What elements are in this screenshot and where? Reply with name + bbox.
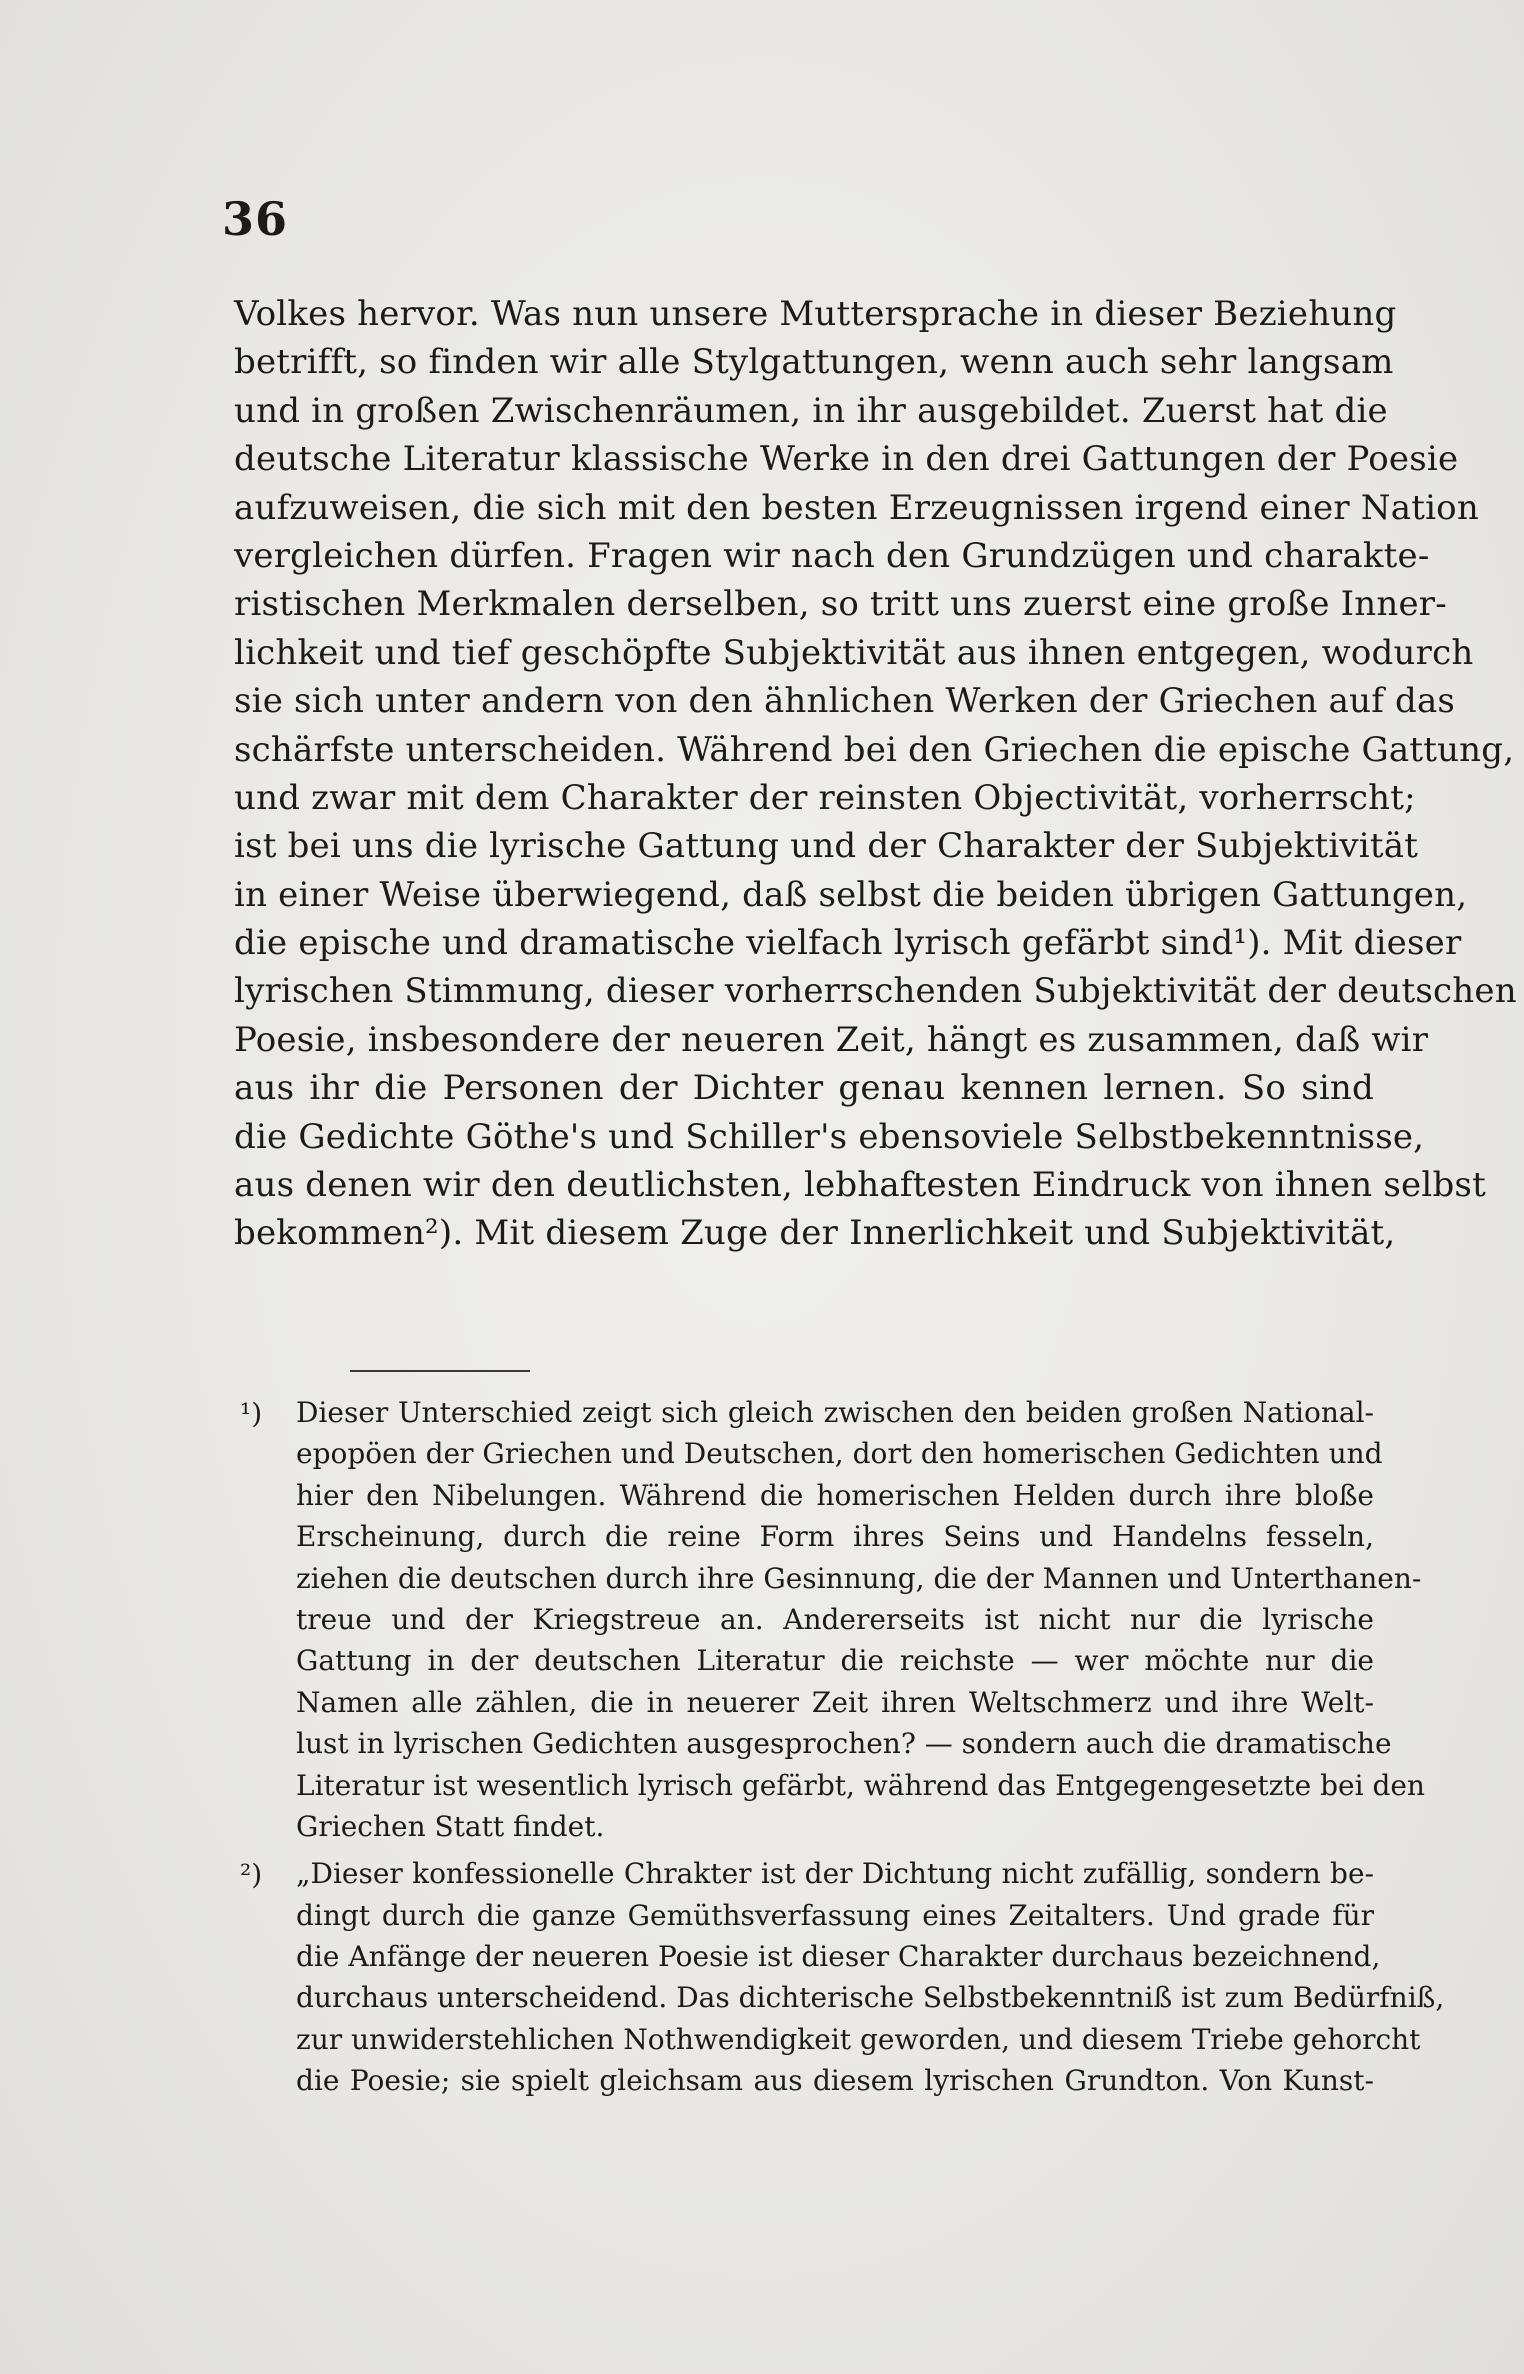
footnote-line: ziehen die deutschen durch ihre Gesinnung, die der Mannen und Unterthanen- (296, 1561, 1422, 1595)
text-line: lichkeit und tief geschöpfte Subjektivität aus ihnen entgegen, wodurch (234, 632, 1474, 673)
text-line: ist bei uns die lyrische Gattung und der Charakter der Subjektivität (234, 826, 1419, 867)
footnote-line: Erscheinung, durch die reine Form ihres Seins und Handelns fesseln, (296, 1520, 1374, 1554)
text-line: und in großen Zwischenräumen, in ihr ausgebildet. Zuerst hat die (234, 390, 1388, 431)
footnote-line: lust in lyrischen Gedichten ausgesprochen? — sondern auch die dramatische (296, 1727, 1392, 1761)
text-line: lyrischen Stimmung, dieser vorherrschenden Subjektivität der deutschen (234, 971, 1517, 1012)
footnote-line: dingt durch die ganze Gemüthsverfassung eines Zeitalters. Und grade für (296, 1898, 1374, 1932)
footnote-marker: ¹) (240, 1397, 263, 1430)
footnote-separator (350, 1370, 530, 1372)
footnote-line: die Poesie; sie spielt gleichsam aus diesem lyrischen Grundton. Von Kunst- (296, 2064, 1374, 2098)
text-line: aus denen wir den deutlichsten, lebhaftesten Eindruck von ihnen selbst (234, 1165, 1486, 1206)
page-number: 36 (222, 192, 289, 246)
footnote-line: Namen alle zählen, die in neuerer Zeit ihren Weltschmerz und ihre Welt- (296, 1685, 1374, 1719)
footnote-line: Dieser Unterschied zeigt sich gleich zwischen den beiden großen National- (296, 1396, 1374, 1429)
footnote-line: epopöen der Griechen und Deutschen, dort den homerischen Gedichten und (296, 1437, 1383, 1471)
text-line: sie sich unter andern von den ähnlichen Werken der Griechen auf das (234, 681, 1456, 722)
footnote-line: die Anfänge der neueren Poesie ist dieser Charakter durchaus bezeichnend, (296, 1940, 1381, 1974)
footnote-line: hier den Nibelungen. Während die homerischen Helden durch ihre bloße (296, 1478, 1374, 1512)
text-line: Poesie, insbesondere der neueren Zeit, hängt es zusammen, daß wir (234, 1019, 1429, 1060)
text-line: und zwar mit dem Charakter der reinsten Objectivität, vorherrscht; (234, 777, 1416, 818)
text-line: vergleichen dürfen. Fragen wir nach den Grundzügen und charakte- (234, 535, 1430, 576)
main-text (234, 290, 1517, 1258)
text-line: aus ihr die Personen der Dichter genau kennen lernen. So sind (234, 1068, 1374, 1109)
text-line: ristischen Merkmalen derselben, so tritt uns zuerst eine große Inner- (234, 584, 1447, 625)
footnote-2 (240, 1853, 1445, 2101)
text-line: aufzuweisen, die sich mit den besten Erzeugnissen irgend einer Nation (234, 487, 1479, 528)
footnote-line: Literatur ist wesentlich lyrisch gefärbt, während das Entgegengesetzte bei den (296, 1768, 1425, 1802)
footnote-line: treue und der Kriegstreue an. Andererseits ist nicht nur die lyrische (296, 1602, 1374, 1636)
footnote-line: Gattung in der deutschen Literatur die reichste — wer möchte nur die (296, 1644, 1374, 1678)
footnote-marker: ²) (240, 1858, 263, 1892)
text-line: deutsche Literatur klassische Werke in den drei Gattungen der Poesie (234, 439, 1459, 480)
text-line: schärfste unterscheiden. Während bei den Griechen die epische Gattung, (234, 729, 1515, 770)
text-line: bekommen²). Mit diesem Zuge der Innerlichkeit und Subjektivität, (234, 1213, 1396, 1254)
footnote-line: „Dieser konfessionelle Chrakter ist der Dichtung nicht zufällig, sondern be- (296, 1857, 1374, 1891)
footnote-line: durchaus unterscheidend. Das dichterische Selbstbekenntniß ist zum Bedürfniß, (296, 1981, 1445, 2015)
footnote-line: Griechen Statt findet. (296, 1809, 605, 1843)
text-line: in einer Weise überwiegend, daß selbst die beiden übrigen Gattungen, (234, 874, 1468, 915)
text-line: Volkes hervor. Was nun unsere Muttersprache in dieser Beziehung (234, 294, 1397, 334)
footnote-line: zur unwiderstehlichen Nothwendigkeit geworden, und diesem Triebe gehorcht (296, 2022, 1421, 2056)
text-line: die Gedichte Göthe's und Schiller's ebensoviele Selbstbekenntnisse, (234, 1116, 1425, 1157)
footnote-1 (240, 1392, 1425, 1847)
text-line: betrifft, so finden wir alle Stylgattungen, wenn auch sehr langsam (234, 342, 1394, 383)
footnotes (240, 1392, 1445, 2108)
text-line: die epische und dramatische vielfach lyrisch gefärbt sind¹). Mit dieser (234, 923, 1462, 964)
